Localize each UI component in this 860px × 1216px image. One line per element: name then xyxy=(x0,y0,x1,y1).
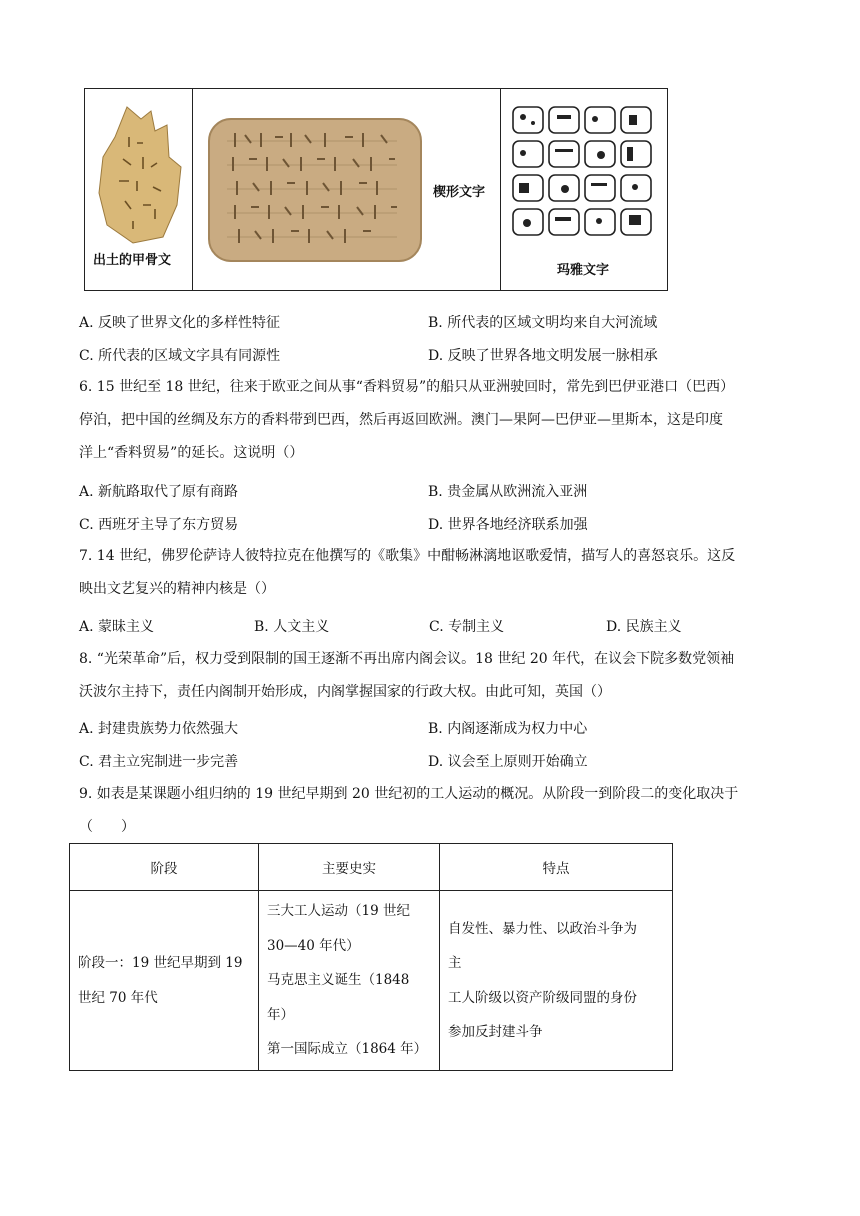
fact-line: 第一国际成立（1864 年） xyxy=(267,1041,428,1058)
feature-line: 参加反封建斗争 xyxy=(448,1024,543,1040)
cuneiform-label: 楔形文字 xyxy=(433,185,486,200)
q6-option-a[interactable]: A. 新航路取代了原有商路 xyxy=(79,484,239,500)
features-cell xyxy=(440,891,673,1071)
q6-option-d[interactable]: D. 世界各地经济联系加强 xyxy=(428,517,588,533)
q7-option-a[interactable]: A. 蒙昧主义 xyxy=(79,619,155,635)
q9-stem-line1: 9. 如表是某课题小组归纳的 19 世纪早期到 20 世纪初的工人运动的概况。从阶段一到阶段二的变化取决于 xyxy=(79,786,739,802)
facts-cell xyxy=(259,891,440,1071)
q8-option-d[interactable]: D. 议会至上原则开始确立 xyxy=(428,754,588,770)
fact-line: 30—40 年代） xyxy=(267,937,360,954)
q6-option-b[interactable]: B. 贵金属从欧洲流入亚洲 xyxy=(428,484,588,500)
feature-line: 工人阶级以资产阶级同盟的身份 xyxy=(448,989,637,1006)
stage-line: 阶段一：19 世纪早期到 19 xyxy=(78,955,243,971)
q6-stem-line2: 停泊，把中国的丝绸及东方的香料带到巴西，然后再返回欧洲。澳门—果阿—巴伊亚—里斯本，这是印度 xyxy=(79,412,723,428)
oracle-bone-panel xyxy=(85,89,193,290)
q7-option-c[interactable]: C. 专制主义 xyxy=(429,619,505,635)
q5-option-d[interactable]: D. 反映了世界各地文明发展一脉相承 xyxy=(428,348,658,364)
q7-option-d[interactable]: D. 民族主义 xyxy=(606,619,682,635)
q5-option-c[interactable]: C. 所代表的区域文字具有同源性 xyxy=(79,348,281,364)
q8-option-a[interactable]: A. 封建贵族势力依然强大 xyxy=(79,721,239,737)
table-header-row xyxy=(70,844,673,891)
stage-cell xyxy=(70,891,259,1071)
q7-stem-line2: 映出文艺复兴的精神内核是（） xyxy=(79,581,275,597)
q8-stem-line2: 沃波尔主持下，责任内阁制开始形成，内阁掌握国家的行政大权。由此可知，英国（） xyxy=(79,684,611,700)
maya-label: 玛雅文字 xyxy=(557,263,610,278)
feature-line: 主 xyxy=(448,955,462,971)
table-row xyxy=(70,891,673,1071)
q6-stem-line1: 6. 15 世纪至 18 世纪，往来于欧亚之间从事“香料贸易”的船只从亚洲驶回时，常先到巴伊亚港口（巴西） xyxy=(79,379,735,395)
cuneiform-tablet-image xyxy=(205,115,425,265)
maya-panel xyxy=(501,89,667,290)
q5-option-a[interactable]: A. 反映了世界文化的多样性特征 xyxy=(79,315,281,331)
q5-option-b[interactable]: B. 所代表的区域文明均来自大河流域 xyxy=(428,315,658,331)
q8-stem-line1: 8. “光荣革命”后，权力受到限制的国王逐渐不再出席内阁会议。18 世纪 20 年代，在议会下院多数党领袖 xyxy=(79,651,735,667)
scripts-figure xyxy=(84,88,668,291)
q7-option-b[interactable]: B. 人文主义 xyxy=(254,619,330,635)
fact-line: 三大工人运动（19 世纪 xyxy=(267,903,410,920)
q9-stem-line2: （ ） xyxy=(79,819,135,835)
feature-line: 自发性、暴力性、以政治斗争为 xyxy=(448,920,637,937)
header-facts: 主要史实 xyxy=(259,844,440,891)
labor-movement-table xyxy=(69,843,673,1071)
fact-line: 年） xyxy=(267,1006,294,1023)
header-stage: 阶段 xyxy=(70,844,259,891)
fact-line: 马克思主义诞生（1848 xyxy=(267,972,410,989)
cuneiform-panel xyxy=(193,89,501,290)
maya-glyphs-image xyxy=(509,103,659,243)
q8-option-c[interactable]: C. 君主立宪制进一步完善 xyxy=(79,754,239,770)
q7-stem-line1: 7. 14 世纪，佛罗伦萨诗人彼特拉克在他撰写的《歌集》中酣畅淋漓地讴歌爱情，描写人的喜怒哀乐。这反 xyxy=(79,548,736,564)
q8-option-b[interactable]: B. 内阁逐渐成为权力中心 xyxy=(428,721,588,737)
oracle-bone-image xyxy=(89,97,195,257)
header-features: 特点 xyxy=(440,844,673,891)
q6-stem-line3: 洋上“香料贸易”的延长。这说明（） xyxy=(79,445,304,461)
oracle-bone-label: 出土的甲骨文 xyxy=(93,253,172,268)
q6-option-c[interactable]: C. 西班牙主导了东方贸易 xyxy=(79,517,239,533)
stage-line: 世纪 70 年代 xyxy=(78,989,158,1006)
